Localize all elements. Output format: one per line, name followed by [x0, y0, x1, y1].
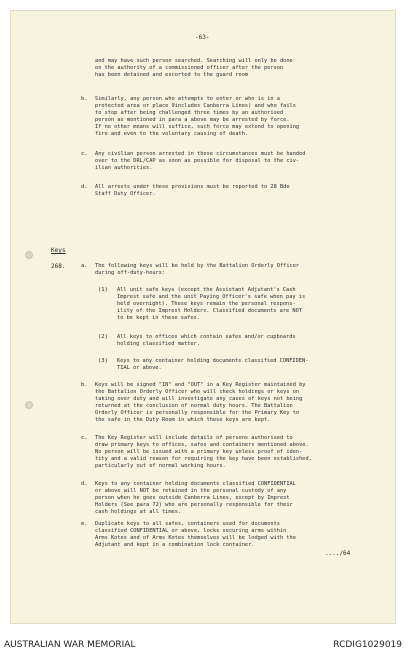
subitem-label: (2) [98, 334, 108, 340]
text-line: ility of the Imprest Holders. Classified documents are NOT [117, 308, 302, 314]
paragraph-number: 268. [51, 263, 66, 270]
item-letter: a. [81, 263, 88, 269]
text-line: Adjutant and kept in a combination lock container. [95, 542, 255, 548]
text-line: All arrests under these provisions must be reported to 28 Bde [95, 184, 290, 190]
item-letter: c. [81, 435, 88, 441]
text-line: Arms Kotes and of Arms Kotes themselves will be lodged with the [95, 535, 296, 541]
item-letter: d. [81, 481, 88, 487]
archive-footer [0, 632, 408, 654]
item-letter: b. [81, 96, 88, 102]
text-line: The following keys will be held by the Battalion Orderly Officer [95, 263, 300, 269]
text-line: draw primary keys to offices, safes and containers mentioned above. [95, 442, 309, 448]
text-line: Staff Duty Officer. [95, 191, 156, 197]
continuation-marker: ..../64 [325, 550, 351, 557]
text-line: The Key Register will include details of persons authorised to [95, 435, 293, 441]
text-line: Keys to any container holding documents classified CONFIDENTIAL [95, 481, 296, 487]
text-line: or above will NOT be retained in the personal custody of any [95, 488, 287, 494]
text-line: holding classified matter. [117, 341, 200, 347]
text-line: to stop after being challenged three times by an authorised [95, 110, 284, 116]
text-line: Keys to any container holding documents classified CONFIDEN- [117, 358, 309, 364]
text-line: to be kept in these safes. [117, 315, 200, 321]
text-line: Duplicate keys to all safes, containers used for documents [95, 521, 280, 527]
text-line: Holders (See para 72) who are personally responsible for their [95, 502, 293, 508]
text-line: person as mentioned in para a above may be arrested by force. [95, 117, 290, 123]
text-line: ilian authorities. [95, 165, 153, 171]
page-number: -63- [195, 34, 210, 41]
text-line: If no other means will suffice, such force may extend to opening [95, 124, 300, 130]
text-line: tity and a valid reason for requiring the key have been established, [95, 456, 312, 462]
text-line: held overnight). These keys remain the personal respons- [117, 301, 296, 307]
text-line: particularly out of normal working hours. [95, 463, 226, 469]
text-line: has been detained and escorted to the guard room [95, 72, 249, 78]
subitem-label: (1) [98, 287, 108, 293]
section-heading: Keys [51, 247, 66, 254]
archive-name: AUSTRALIAN WAR MEMORIAL [4, 640, 136, 650]
text-line: All unit safe keys (except the Assistant Adjutant's Cash [117, 287, 296, 293]
text-line: protected area or place 9includes Canberra Lines) and who fails [95, 103, 296, 109]
item-letter: e. [81, 521, 88, 527]
text-line: and may have such person searched. Searching will only be done [95, 58, 293, 64]
text-line: All keys to offices which contain safes and/or cupboards [117, 334, 296, 340]
text-line: Imprest safe and the unit Paying Officer's safe when pay is [117, 294, 306, 300]
text-line: No person will be issued with a primary key unless proof of iden- [95, 449, 303, 455]
text-line: classified CONFIDENTIAL or above, locks securing arms within [95, 528, 287, 534]
text-line: the safe in the Duty Room in which these keys are kept. [95, 417, 271, 423]
document-page [10, 10, 396, 624]
text-line: taking over duty and will investigate any cases of keys not being [95, 396, 303, 402]
archive-id: RCDIG1029019 [333, 640, 402, 650]
text-line: over to the DRL/CAP as soon as possible for disposal to the civ- [95, 158, 300, 164]
text-line: person when he goes outside Canberra Lines, except by Imprest [95, 495, 290, 501]
text-line: on the authority of a commissioned officer after the person [95, 65, 284, 71]
text-line: the Battalion Orderly Officer who will check holdings or keys on [95, 389, 300, 395]
text-line: returned at the conclusion of normal duty hours. The Battalion [95, 403, 293, 409]
text-line: Orderly Officer is personally responsible for the Primary Key to [95, 410, 300, 416]
item-letter: d. [81, 184, 88, 190]
subitem-label: (3) [98, 358, 108, 364]
text-line: during off-duty-hours: [95, 270, 166, 276]
text-line: Any civilian person arrested in these circumstances must be handed [95, 151, 306, 157]
text-line: TIAL or above. [117, 365, 162, 371]
text-line: cash holdings at all times. [95, 509, 182, 515]
text-line: fire and even to the voluntary causing of death. [95, 131, 249, 137]
item-letter: c. [81, 151, 88, 157]
item-letter: b. [81, 382, 88, 388]
punch-hole-top [25, 251, 33, 259]
text-line: Keys will be signed "IN" and "OUT" in a Key Register maintained by [95, 382, 306, 388]
punch-hole-bottom [25, 401, 33, 409]
text-line: Similarly, any person who attempts to enter or who is in a [95, 96, 280, 102]
